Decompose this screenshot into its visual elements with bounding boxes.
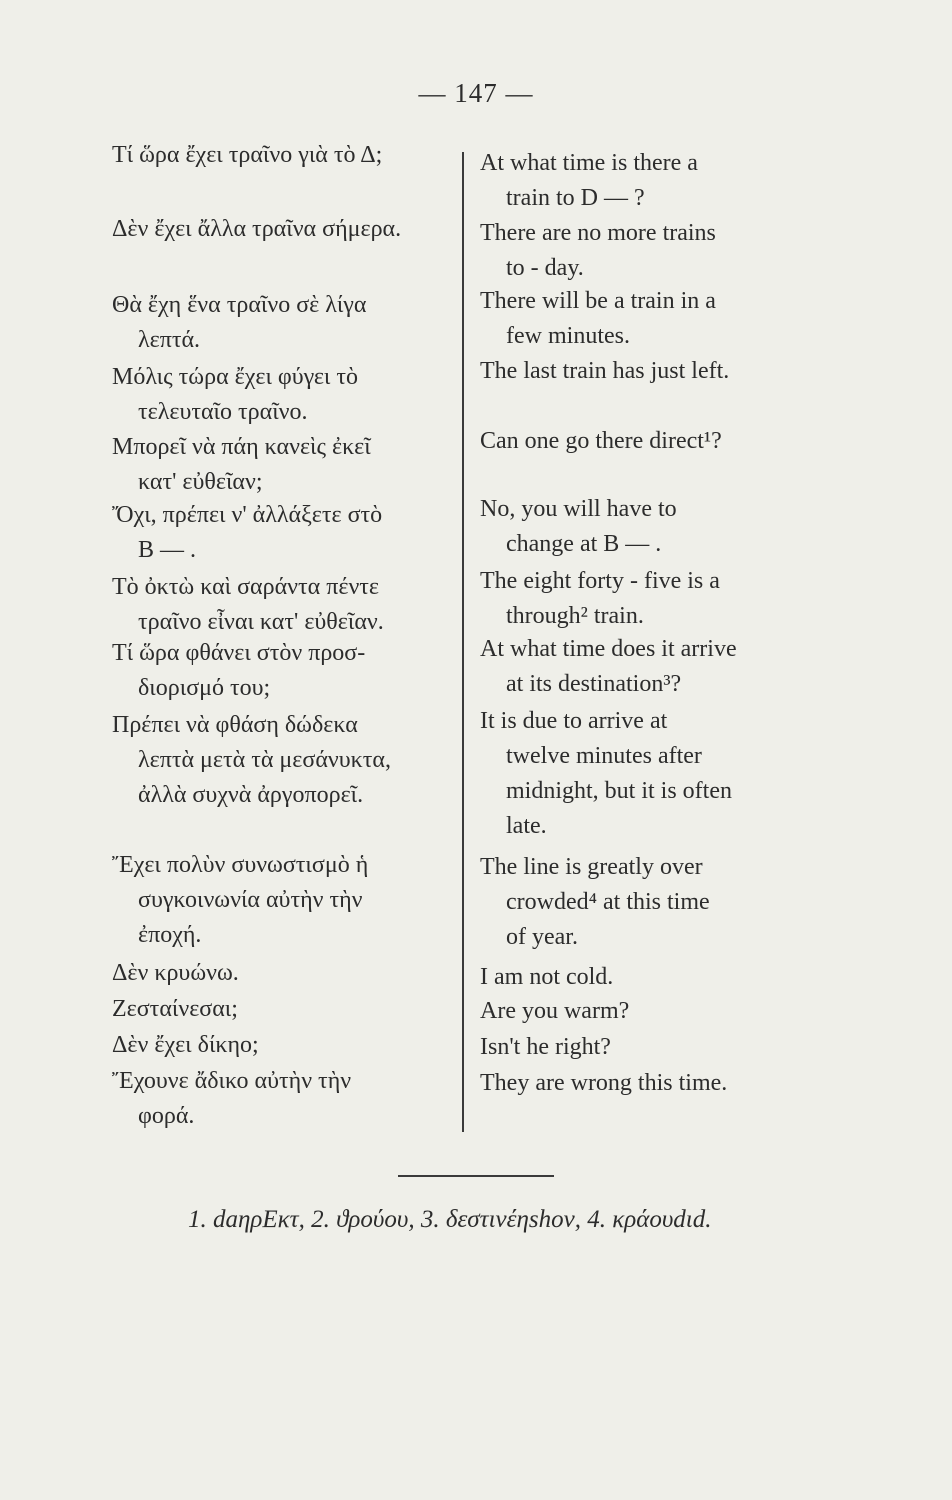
greek-entry: [112, 138, 452, 173]
english-line: few minutes.: [506, 323, 630, 349]
greek-entry: [112, 498, 452, 568]
english-line: through² train.: [506, 603, 644, 629]
english-line: No, you will have to: [480, 496, 677, 522]
english-entry: [480, 850, 820, 955]
english-entry: [480, 146, 820, 216]
greek-line: Μόλις τώρα ἔχει φύγει τὸ: [112, 364, 359, 390]
greek-line: Ἔχουνε ἄδικο αὐτὴν τὴν: [112, 1068, 352, 1094]
english-entry: [480, 492, 820, 562]
english-entry: [480, 1030, 820, 1065]
english-line: At what time does it arrive: [480, 636, 737, 662]
greek-entry: [112, 1028, 452, 1063]
english-entry: [480, 284, 820, 354]
greek-line: διορισμό του;: [138, 675, 271, 701]
greek-line: Τὸ ὀκτὼ καὶ σαράντα πέντε: [112, 574, 380, 600]
english-line: midnight, but it is often: [506, 778, 732, 804]
greek-line: Μπορεῖ νὰ πάη κανεὶς ἐκεῖ: [112, 434, 371, 460]
greek-line: τραῖνο εἶναι κατ' εὐθεῖαν.: [138, 609, 384, 635]
english-line: Are you warm?: [480, 998, 630, 1024]
english-line: The eight forty - five is a: [480, 568, 720, 594]
english-line: At what time is there a: [480, 150, 698, 176]
english-line: to - day.: [506, 255, 584, 281]
greek-line: τελευταῖο τραῖνο.: [138, 399, 308, 425]
english-line: late.: [506, 813, 547, 839]
english-line: I am not cold.: [480, 964, 614, 990]
greek-entry: [112, 956, 452, 991]
greek-line: ἀλλὰ συχνὰ ἀργοπορεῖ.: [138, 782, 364, 808]
greek-entry: [112, 212, 452, 247]
greek-line: Ζεσταίνεσαι;: [112, 996, 238, 1022]
greek-line: Τί ὥρα φθάνει στὸν προσ-: [112, 640, 366, 666]
greek-line: Δὲν κρυώνω.: [112, 960, 239, 986]
greek-line: λεπτὰ μετὰ τὰ μεσάνυκτα,: [138, 747, 391, 773]
greek-line: Δὲν ἔχει ἄλλα τραῖνα σήμερα.: [112, 216, 402, 242]
greek-line: Ἔχει πολὺν συνωστισμὸ ἡ: [112, 852, 369, 878]
english-line: Can one go there direct¹?: [480, 428, 722, 454]
english-line: There will be a train in a: [480, 288, 716, 314]
english-entry: [480, 354, 820, 389]
english-entry: [480, 632, 820, 702]
greek-line: Τί ὥρα ἔχει τραῖνο γιὰ τὸ Δ;: [112, 142, 383, 168]
english-line: There are no more trains: [480, 220, 716, 246]
footnotes: 1. daηρΕκτ, 2. ϑρούου, 3. δεστινέηshoν, 4. κράουdιd.: [188, 1206, 712, 1233]
greek-line: φορά.: [138, 1103, 195, 1129]
greek-entry: [112, 360, 452, 430]
greek-entry: [112, 636, 452, 706]
greek-line: Ὄχι, πρέπει ν' ἀλλάξετε στὸ: [112, 502, 383, 528]
english-line: The last train has just left.: [480, 358, 730, 384]
greek-line: λεπτά.: [138, 327, 201, 353]
footnote-rule: [398, 1175, 554, 1177]
english-entry: [480, 1066, 820, 1101]
english-line: It is due to arrive at: [480, 708, 668, 734]
greek-entry: [112, 848, 452, 953]
english-line: crowded⁴ at this time: [506, 889, 710, 915]
english-line: at its destination³?: [506, 671, 682, 697]
page-number: — 147 —: [418, 78, 534, 108]
greek-entry: [112, 708, 452, 813]
english-entry: [480, 960, 820, 995]
english-line: The line is greatly over: [480, 854, 703, 880]
greek-line: συγκοινωνία αὐτὴν τὴν: [138, 887, 363, 913]
english-line: of year.: [506, 924, 578, 950]
english-entry: [480, 704, 820, 844]
greek-line: Δὲν ἔχει δίκηο;: [112, 1032, 259, 1058]
greek-entry: [112, 570, 452, 640]
english-entry: [480, 564, 820, 634]
greek-line: Β — .: [138, 537, 197, 563]
english-line: They are wrong this time.: [480, 1070, 728, 1096]
greek-entry: [112, 992, 452, 1027]
english-entry: [480, 216, 820, 286]
greek-line: ἐποχή.: [138, 922, 202, 948]
greek-line: Πρέπει νὰ φθάση δώδεκα: [112, 712, 358, 738]
greek-line: Θὰ ἔχη ἕνα τραῖνο σὲ λίγα: [112, 292, 367, 318]
greek-entry: [112, 288, 452, 358]
english-line: twelve minutes after: [506, 743, 702, 769]
greek-line: κατ' εὐθεῖαν;: [138, 469, 263, 495]
english-line: change at B — .: [506, 531, 662, 557]
english-line: Isn't he right?: [480, 1034, 611, 1060]
greek-entry: [112, 430, 452, 500]
english-entry: [480, 994, 820, 1029]
column-divider: [462, 152, 464, 1132]
english-line: train to D — ?: [506, 185, 645, 211]
greek-entry: [112, 1064, 452, 1134]
english-entry: [480, 424, 820, 459]
